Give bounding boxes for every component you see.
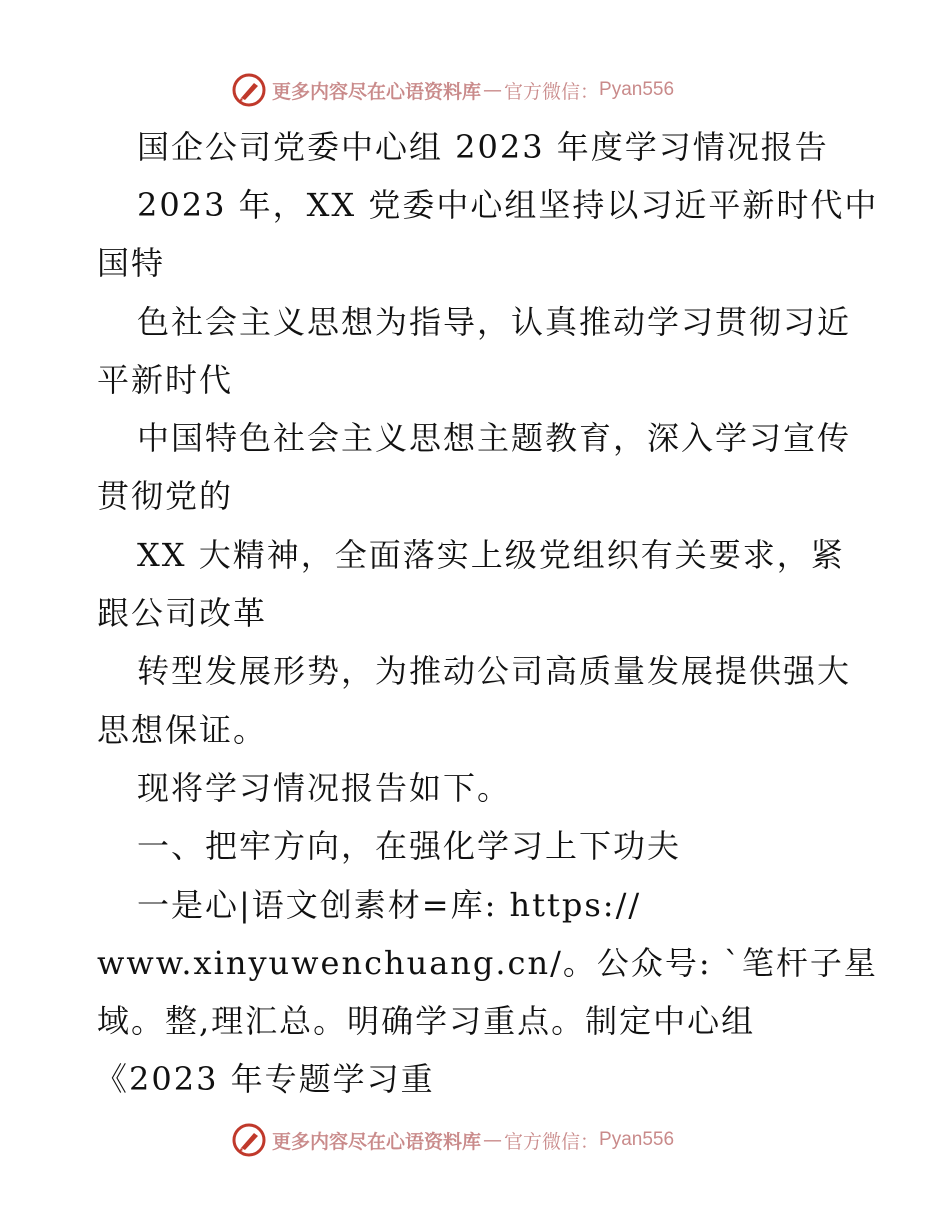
text-line: XX 大精神，全面落实上级党组织有关要求，紧 — [137, 536, 845, 574]
watermark-separator: — — [483, 1129, 503, 1151]
footer-watermark — [232, 1120, 674, 1160]
text-line: 色社会主义思想为指导，认真推动学习贯彻习近 — [137, 303, 852, 341]
text-line: 思想保证。 — [97, 711, 268, 749]
watermark-brand: 更多内容尽在心语资料库 — [272, 1130, 482, 1153]
watermark-contact-label: 官方微信： — [504, 80, 600, 103]
watermark-separator: — — [483, 79, 503, 101]
text-line: 域。整,理汇总。明确学习重点。制定中心组 — [97, 1002, 756, 1040]
text-line: 转型发展形势，为推动公司高质量发展提供强大 — [137, 652, 852, 690]
pen-logo-icon — [232, 1123, 266, 1157]
text-line: 现将学习情况报告如下。 — [137, 769, 512, 807]
text-line: 《2023 年专题学习重 — [95, 1060, 435, 1098]
text-line: 一是心|语文创素材=库: https:// — [137, 886, 642, 924]
text-line: 2023 年，XX 党委中心组坚持以习近平新时代中 — [137, 186, 879, 224]
watermark-wechat-id: Pyan556 — [599, 1129, 675, 1150]
section-heading: 一、把牢方向，在强化学习上下功夫 — [137, 827, 682, 865]
text-line: 贯彻党的 — [97, 477, 234, 515]
text-line: 跟公司改革 — [97, 594, 268, 632]
text-line: 平新时代 — [97, 361, 234, 399]
text-line: 国特 — [97, 244, 166, 282]
watermark-contact-label: 官方微信： — [504, 1130, 600, 1153]
text-line: 中国特色社会主义思想主题教育，深入学习宣传 — [137, 419, 852, 457]
watermark-brand: 更多内容尽在心语资料库 — [272, 80, 482, 103]
pen-logo-icon — [232, 73, 266, 107]
document-title: 国企公司党委中心组 2023 年度学习情况报告 — [137, 128, 829, 166]
text-line-url: www.xinyuwenchuang.cn/。公众号: `笔杆子星 — [97, 944, 878, 982]
watermark-wechat-id: Pyan556 — [599, 79, 675, 100]
header-watermark — [232, 70, 674, 110]
